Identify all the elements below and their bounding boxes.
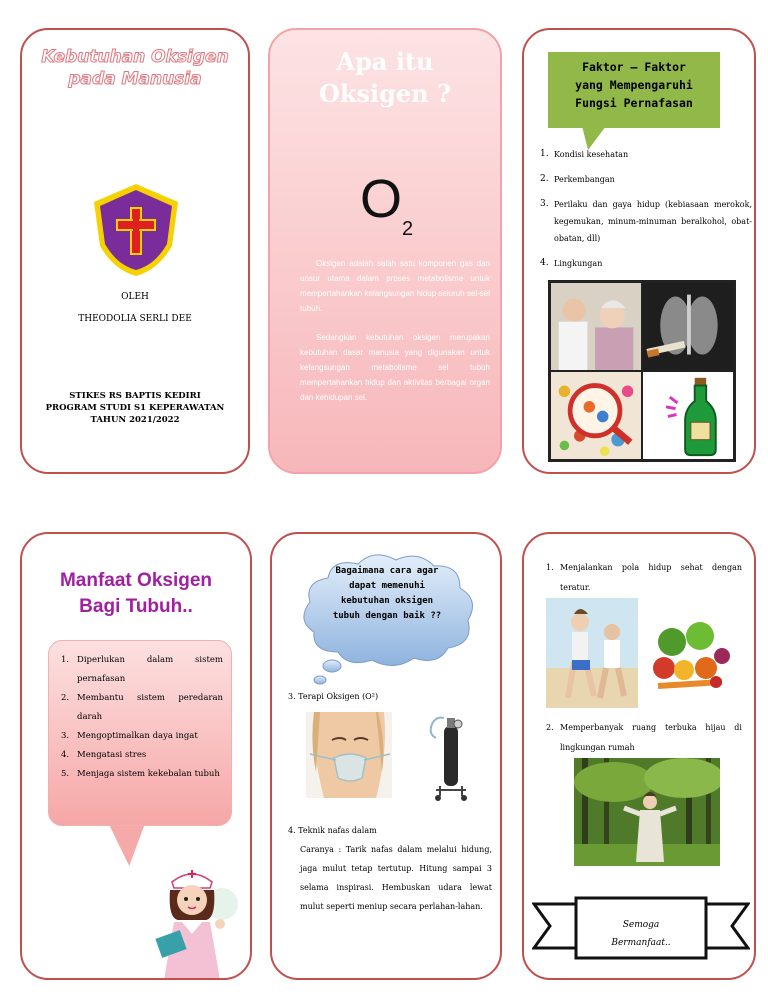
- factors-list: [540, 146, 752, 280]
- item-text: Menjaga sistem kekebalan tubuh: [77, 769, 220, 779]
- cover-title-line1: Kebutuhan Oksigen: [41, 47, 229, 67]
- nurse-illustration: [142, 864, 242, 980]
- institution-line1: STIKES RS BAPTIS KEDIRI: [69, 391, 201, 401]
- xray-smoking-image: [642, 282, 734, 371]
- item-number: 3.: [540, 199, 549, 209]
- author-name: THEODOLIA SERLI DEE: [78, 314, 192, 324]
- item-number: 4.: [61, 750, 70, 760]
- factors-image-grid: [548, 280, 736, 462]
- item-number: 1.: [546, 563, 554, 572]
- closing-line2: Bermanfaat..: [611, 938, 671, 948]
- jogging-photo: [546, 598, 638, 708]
- institution-line2: PROGRAM STUDI S1 KEPERAWATAN: [45, 403, 225, 413]
- question-line4: tubuh dengan baik ??: [332, 611, 442, 621]
- item-text: Memperbanyak ruang terbuka hijau di lingkungan rumah: [560, 723, 742, 752]
- item-number: 2.: [540, 174, 549, 184]
- oxygen-mask-image: [306, 712, 392, 798]
- item-text: Lingkungan: [554, 259, 603, 268]
- factors-heading-line3: Fungsi Pernafasan: [575, 96, 693, 110]
- tips-panel: [522, 532, 756, 980]
- how-to-question: [312, 564, 462, 624]
- tip-item-healthy-lifestyle: [546, 558, 742, 598]
- school-logo: [86, 180, 186, 280]
- step-deep-breathing: 4. Teknik nafas dalam: [288, 826, 377, 835]
- list-item: [540, 255, 752, 272]
- item-number: 5.: [61, 769, 70, 779]
- item-number: 3.: [61, 731, 70, 741]
- item-number: 4.: [540, 258, 549, 268]
- benefits-list: [61, 651, 223, 784]
- deep-breathing-instructions: Caranya : Tarik nafas dalam melalui hidung, jaga mulut tetap tertutup. Hitung sampai 3 selama inspirasi. Hembuskan udara lewat mulut seperti meniup secara perlahan-lahan.: [300, 845, 492, 911]
- list-item: [540, 171, 752, 188]
- item-text: Perilaku dan gaya hidup (kebiasaan merokok, kegemukan, minum-minuman beralkohol, obat-obatan, dll): [554, 200, 752, 243]
- closing-message: [586, 916, 696, 952]
- o2-sub: 2: [402, 217, 414, 240]
- item-text: Membantu sistem peredaran darah: [77, 693, 223, 722]
- item-number: 2.: [546, 723, 554, 732]
- item-text: Mengatasi stres: [77, 750, 147, 760]
- item-text: Mengoptimalkan daya ingat: [77, 731, 198, 741]
- list-item: [61, 689, 223, 727]
- oxygen-tank-image: [422, 712, 478, 802]
- factors-panel: [522, 28, 756, 474]
- list-item: [540, 196, 752, 247]
- factors-heading: [548, 52, 720, 128]
- o2-main: O: [360, 169, 403, 229]
- title-line2: Oksigen ?: [318, 79, 452, 108]
- o2-symbol: [360, 168, 414, 240]
- item-text: Kondisi kesehatan: [554, 150, 629, 159]
- institution-line3: TAHUN 2021/2022: [90, 415, 180, 425]
- benefits-title: [22, 568, 250, 620]
- item-number: 1.: [540, 149, 549, 159]
- oxygen-need-definition: Sedangkan kebutuhan oksigen merupakan kebutuhan dasar manusia yang digunakan untuk kelangsungan metabolisme sel tubuh mempertahankan hidup dan aktivitas berbagai organ dan kehidupan sel.: [300, 333, 490, 402]
- oxygen-definition: Oksigen adalah salah satu komponen gas dan unsur utama dalam proses metabolisme untuk mempertahankan kelangsungan hidup seluruh sel-sel tubuh.: [300, 259, 490, 313]
- factors-heading-line1: Faktor – Faktor: [582, 60, 686, 74]
- closing-line1: Semoga: [622, 920, 660, 930]
- cover-title-line2: pada Manusia: [68, 69, 202, 89]
- list-item: [61, 651, 223, 689]
- item-text: Menjalankan pola hidup sehat dengan teratur.: [560, 563, 742, 592]
- pills-magnifier-image: [550, 371, 642, 460]
- tip-item-green-space: [546, 718, 742, 758]
- step-oxygen-therapy: 3. Terapi Oksigen (O²): [288, 692, 379, 701]
- question-line3: kebutuhan oksigen: [340, 596, 434, 606]
- list-item: [61, 746, 223, 765]
- alcohol-bottle-image: [642, 371, 734, 460]
- fruits-vegetables-photo: [648, 608, 732, 700]
- benefits-bubble: [48, 640, 232, 826]
- factors-heading-line2: yang Mempengaruhi: [575, 78, 693, 92]
- bubble-tail: [109, 824, 155, 866]
- benefits-title-line2: Bagi Tubuh..: [79, 596, 193, 617]
- forest-woman-photo: [574, 758, 720, 866]
- item-number: 1.: [61, 655, 70, 665]
- what-is-oxygen-title: [270, 46, 500, 110]
- title-line1: Apa itu: [336, 47, 434, 76]
- item-text: Perkembangan: [554, 175, 615, 184]
- institution-block: [22, 390, 248, 426]
- item-number: 2.: [61, 693, 70, 703]
- doctor-patient-image: [550, 282, 642, 371]
- benefits-title-line1: Manfaat Oksigen: [59, 570, 213, 591]
- benefits-panel: [20, 532, 252, 980]
- cover-title: [22, 46, 248, 90]
- question-line2: dapat memenuhi: [349, 581, 425, 591]
- list-item: [540, 146, 752, 163]
- cover-panel: [20, 28, 250, 474]
- list-item: [61, 765, 223, 784]
- what-is-oxygen-panel: [268, 28, 502, 474]
- oleh-label: OLEH: [121, 292, 149, 302]
- how-to-panel: [270, 532, 502, 980]
- question-line1: Bagaimana cara agar: [335, 566, 439, 576]
- item-text: Diperlukan dalam sistem pernafasan: [77, 655, 223, 684]
- list-item: [61, 727, 223, 746]
